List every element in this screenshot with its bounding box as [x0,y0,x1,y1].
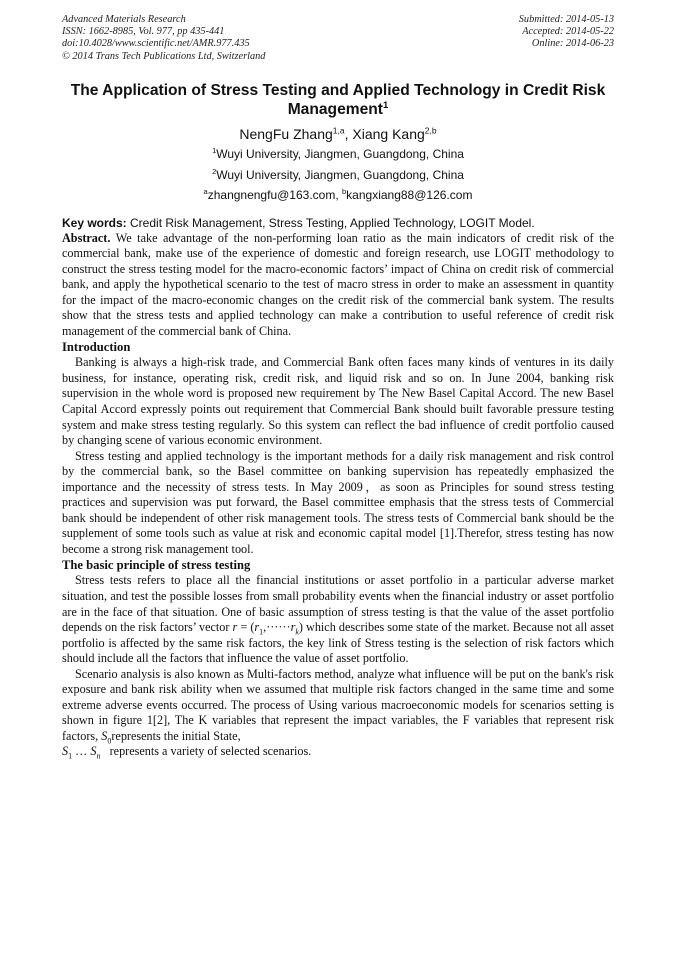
basic-principle-paragraph-2 [62,667,614,760]
introduction-paragraph-2: Stress testing and applied technology is the important methods for a daily risk management and risk control by the commercial bank, so the Basel committee on banking supervision has repeatedly emphasized the importance and the necessity of stress tests. In May 2009，as soon as Principles for sound stress testing practices and supervision was put forward, the Basel committee emphasis that the stress tests of Commercial bank should be independent of other risk management tools. The stress tests of Commercial bank should be the supplement of some tools such as value at risk and economic capital model [1].Therefor, stress testing has now become a strong risk management tool. [62,448,614,556]
issn-line: ISSN: 1662-8985, Vol. 977, pp 435-441 [62,26,225,38]
journal-header [62,14,614,66]
paper-title [62,82,614,119]
keywords [62,216,614,231]
email-a: zhangnengfu@163.com, [207,188,342,202]
publication-info [62,14,265,63]
author-list [62,124,614,144]
affiliation-2-text: Wuyi University, Jiangmen, Guangdong, China [216,167,464,182]
email-a-mark: a [203,187,208,196]
introduction-heading: Introduction [62,340,131,355]
vector-r: r [232,620,238,635]
doi-line: doi:10.4028/www.scientific.net/AMR.977.435 [62,38,250,50]
accepted-date: Accepted: 2014-05-22 [522,26,614,38]
dates-info [519,14,614,51]
bp-p2-mid: represents the initial State, [111,728,241,743]
bp-p2-after: represents a variety of selected scenarios. [100,744,312,759]
author-2-affil-mark: 2,b [424,125,437,136]
vector-rk-sub: k [295,627,299,637]
author-1-name: NengFu Zhang [239,126,333,142]
affiliation-1-mark: 1 [212,146,217,155]
basic-principle-paragraph-1 [62,573,614,666]
bp-p1-before: Stress tests refers to place all the financial institutions or asset portfolio in a particular adverse market situation, and test the possible losses from small probability events when the financial industry or asset portfolio are in the face of that situation. One of basic assumption of stress testing is that the value of the asset portfolio depends on the risk factors’ vector [62,573,614,635]
copyright-line: © 2014 Trans Tech Publications Ltd, Switzerland [62,50,266,62]
sn-letter: S [90,744,97,759]
s0-letter: S [101,728,108,743]
vector-r1-sub: 1 [259,627,264,637]
risk-vector-formula [232,620,303,637]
keywords-text: Credit Risk Management, Stress Testing, Applied Technology, LOGIT Model. [130,215,535,230]
affiliation-2-mark: 2 [212,166,217,176]
basic-principle-heading: The basic principle of stress testing [62,558,251,573]
vector-mid: ,······ [263,620,291,635]
affiliation-2 [62,165,614,186]
keywords-label: Key words: [62,215,131,230]
online-date: Online: 2014-06-23 [531,38,614,50]
vector-rk: r [290,620,296,635]
abstract-text: We take advantage of the non-performing loan ratio as the main indicators of credit risk of the commercial bank, make use of the experience of domestic and foreign research, use LOGIT methodology to construct the stress testing model for the macro-economic factors’ impact of China on credit risk of commercial bank, and apply the hypothetical scenario to the test of macro stress in order to make an assessment in quantity for the impact of the macro-economic changes on the credit risk of the commercial bank system. The results show that the stress tests and applied technology can make a contribution to useful reference of credit risk management of the commercial bank of China. [62,230,614,338]
s1-letter: S [62,744,69,759]
title-footnote-mark: 1 [383,99,389,111]
title-line-2-text: Management [287,100,384,118]
journal-name: Advanced Materials Research [62,14,186,25]
vector-r1: r [254,620,260,635]
bp-p2-before: Scenario analysis is also known as Multi-factors method, analyze what influence will be put on the bank's risk exposure and bank risk ability when we assumed that multiple risk factors changed in the same time and some extreme adverse events occurred. The process of Using various macroeconomic models for scenarios setting is shown in figure 1[2], The K variables that represent the impact variables, the F variables that represent risk factors, [62,666,614,743]
submitted-date: Submitted: 2014-05-13 [518,14,614,25]
affiliation-1-text: Wuyi University, Jiangmen, Guangdong, China [216,147,464,161]
email-b-mark: b [342,187,347,196]
s1-sub: 1 [68,751,73,761]
abstract-label: Abstract. [62,230,111,245]
affiliation-1 [62,144,614,165]
author-emails [62,185,614,206]
vector-eq: = ( [237,620,255,635]
vector-close: ) [298,620,303,635]
title-line-2 [62,101,614,120]
paper-page [62,14,614,760]
author-1-affil-mark: 1,a [332,125,345,136]
s1-sn-symbols [62,744,101,761]
introduction-paragraph-1: Banking is always a high-risk trade, and Commercial Bank often faces many kinds of ventures in its daily business, for instance, operating risk, credit risk, and liquid risk and so on. In June 2004, banking risk supervision in the whole word is proposed new requirement by The New Basel Capital Accord. The new Basel Capital Accord expressly points out requirement that Commercial Bank should built favorable pressure testing system and make stress testing regularly. So this system can reflect the bad influence of credit portfolio caused by changing scene of various economic environment. [62,355,614,448]
author-separator: , [344,126,353,142]
s0-sub: 0 [107,736,112,746]
s0-symbol [101,728,112,746]
author-2-name: Xiang Kang [352,126,425,142]
title-line-1: The Application of Stress Testing and Applied Technology in Credit Risk [70,82,606,99]
s-dots: … [72,744,91,759]
bp-p1-after: which describes some state of the market. Because not all asset portfolio is affected by the same risk factors, the key link of Stress testing is the selection of risk factors which should include all the factors that influence the value of asset portfolio. [62,620,614,666]
sn-sub: n [96,751,101,761]
email-b: kangxiang88@126.com [346,188,473,202]
abstract [62,231,614,340]
